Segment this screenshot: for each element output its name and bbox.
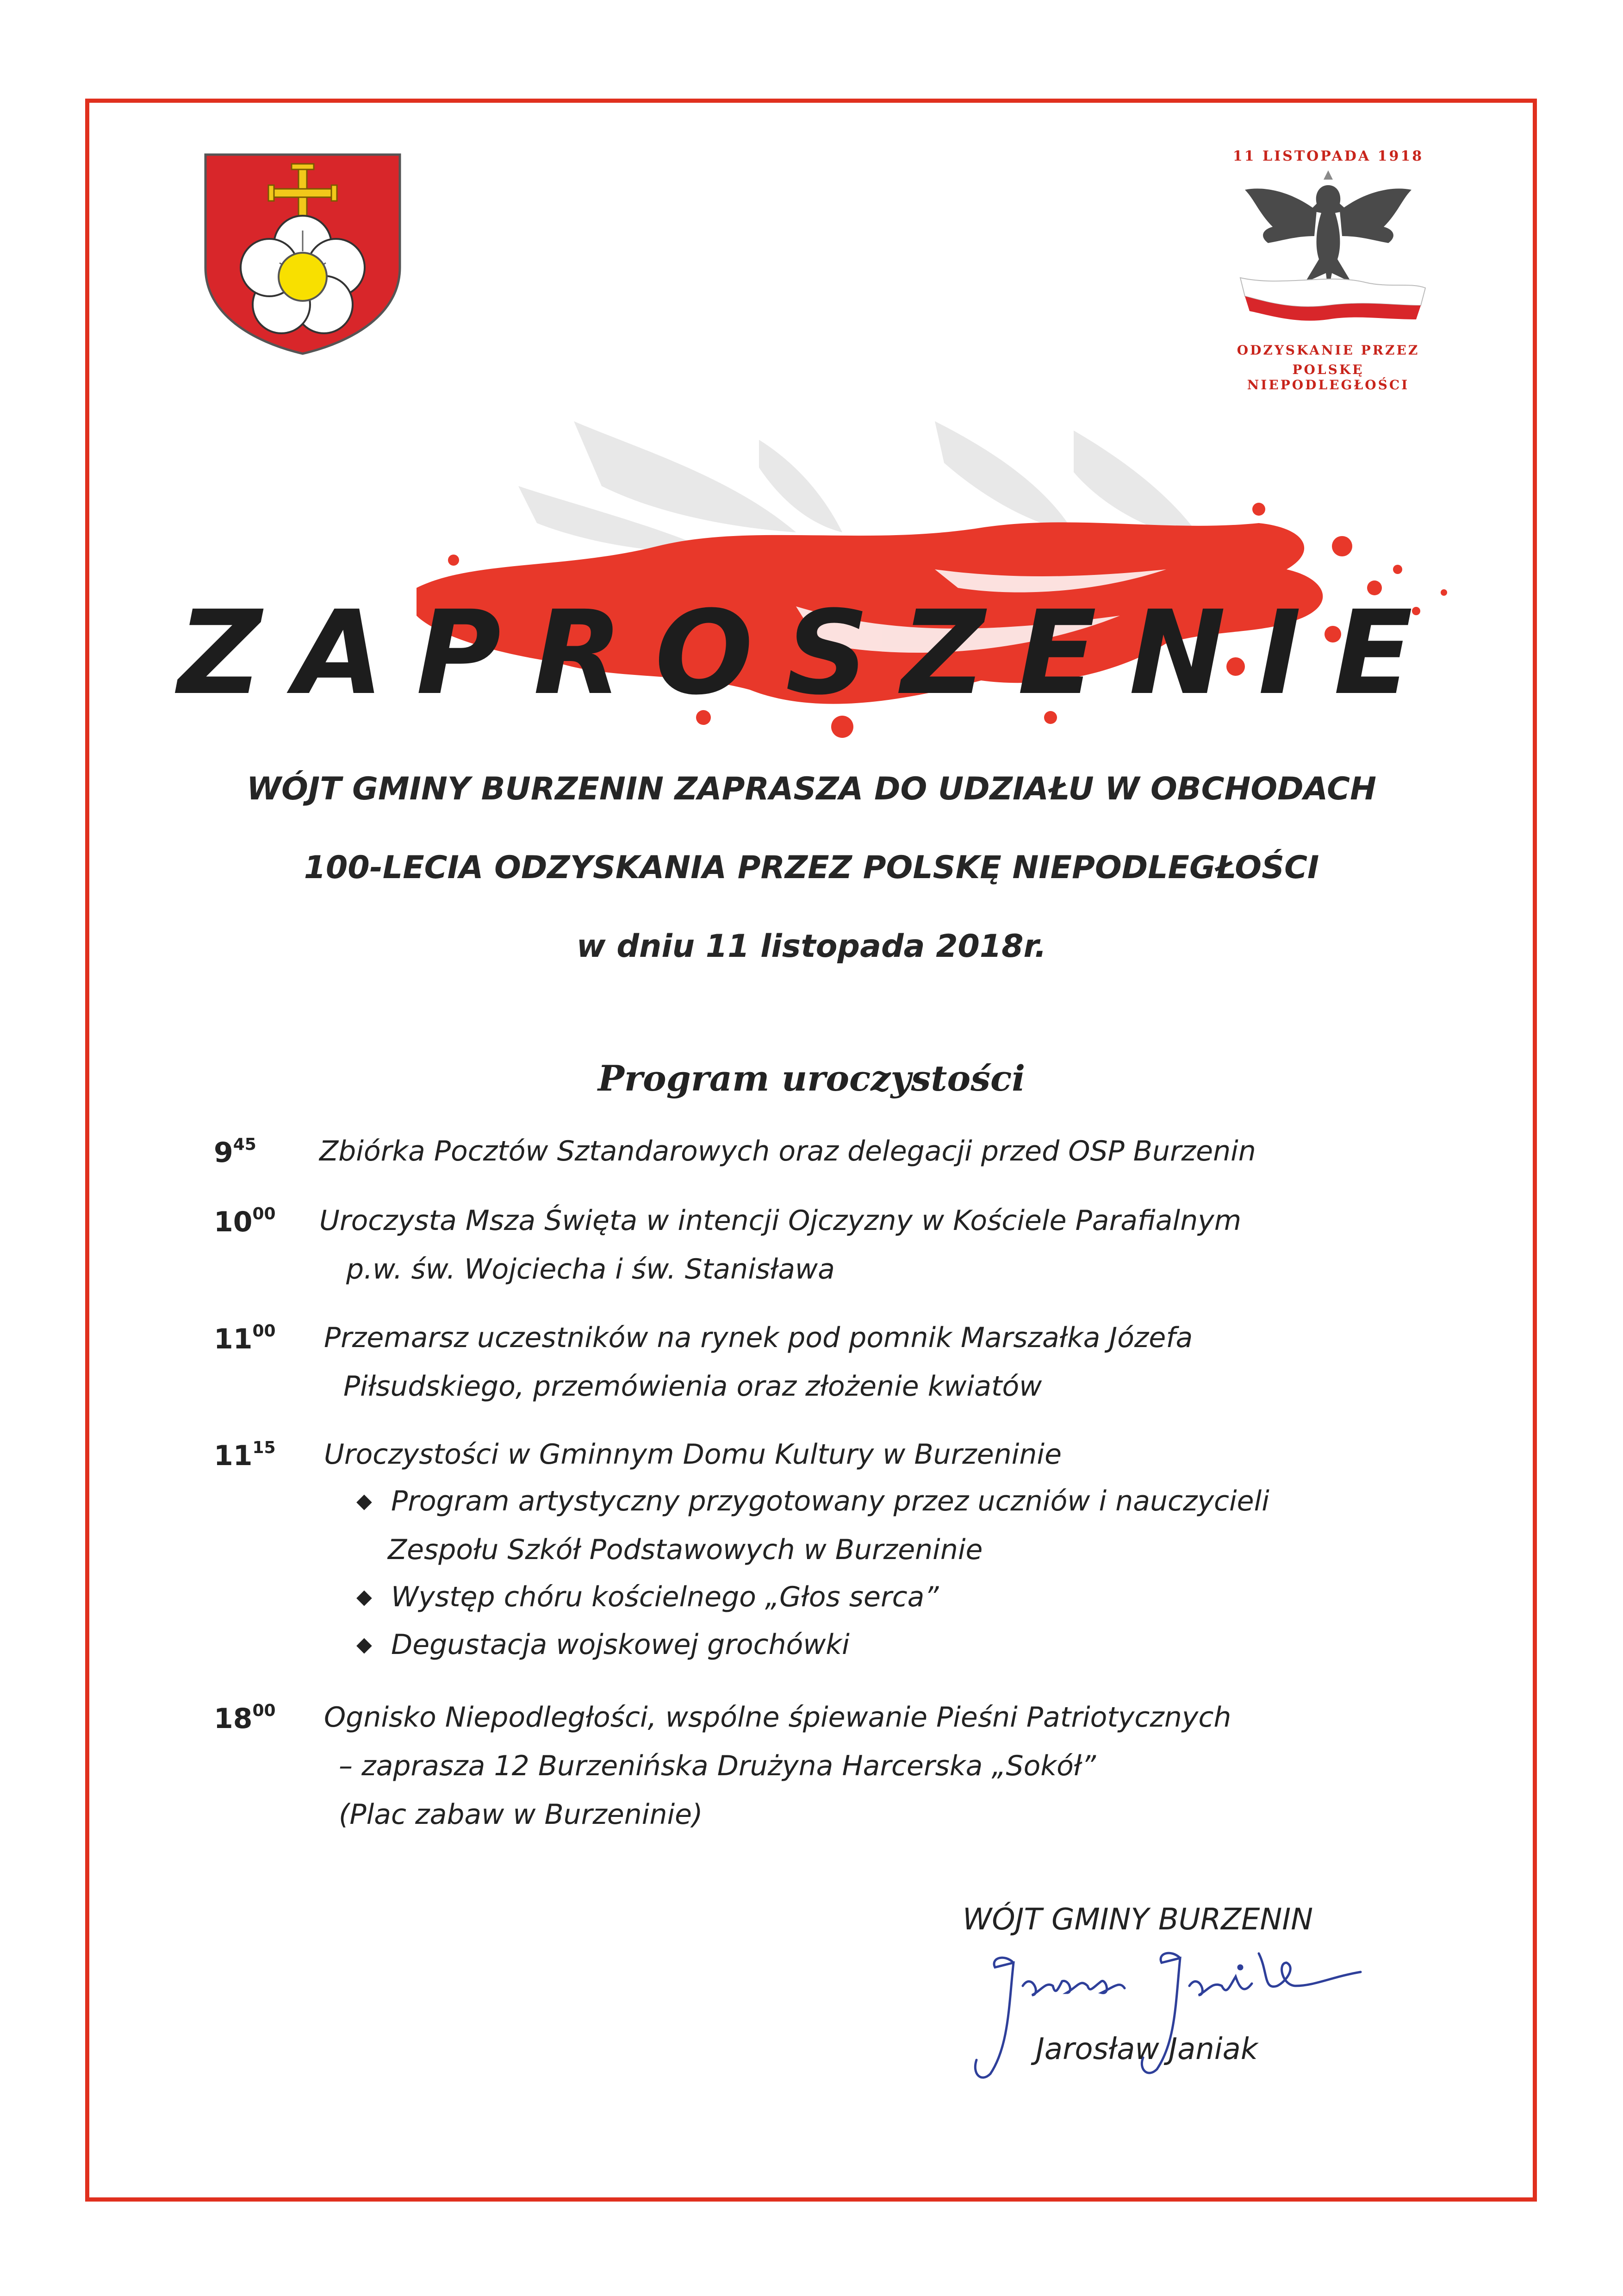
emblem-bottom-text-1: ODZYSKANIE PRZEZ [1237,343,1420,358]
program-item-text: (Plac zabaw w Burzeninie) [339,1798,703,1831]
program-time: $9^{45}$ [214,1135,256,1169]
program-item-text: p.w. św. Wojciecha i św. Stanisława [346,1253,835,1285]
independence-emblem [1213,148,1444,393]
lead-line-1: WÓJT GMINY BURZENIN ZAPRASZA DO UDZIAŁU W OBCHODACH [247,771,1376,807]
program-bullet-text: Program artystyczny przygotowany przez uczniów i nauczycieli [391,1485,1269,1517]
program-time: $10^{00}$ [214,1204,276,1238]
program-bullet-text: Zespołu Szkół Podstawowych w Burzeninie [388,1534,983,1566]
program-bullet-text: Degustacja wojskowej grochówki [391,1628,850,1661]
invitation-title: ZAPROSZENIE [178,586,1445,720]
coat-of-arms-icon [201,152,404,356]
program-item-text: – zaprasza 12 Burzenińska Drużyna Harcerska „Sokół” [339,1750,1096,1782]
program-bullet-text: Występ chóru kościelnego „Głos serca” [391,1581,939,1613]
lead-date: w dniu 11 listopada 2018r. [576,928,1047,965]
program-time: $11^{00}$ [214,1322,276,1355]
lead-line-2: 100-LECIA ODZYSKANIA PRZEZ POLSKĘ NIEPODLEGŁOŚCI [304,849,1319,886]
signature-name: Jarosław Janiak [1036,2032,1258,2066]
program-item-text: Uroczysta Msza Święta w intencji Ojczyzny w Kościele Parafialnym [319,1204,1242,1237]
program-item-text: Przemarsz uczestników na rynek pod pomnik Marszałka Józefa [324,1322,1193,1354]
program-time: $11^{15}$ [214,1438,276,1472]
program-item-text: Zbiórka Pocztów Sztandarowych oraz delegacji przed OSP Burzenin [319,1135,1256,1167]
signature-title: WÓJT GMINY BURZENIN [963,1903,1313,1937]
emblem-bottom-text-2: POLSKĘ NIEPODLEGŁOŚCI [1247,362,1410,393]
program-item-text: Uroczystości w Gminnym Domu Kultury w Burzeninie [324,1438,1062,1471]
diamond-bullet-icon: ◆ [356,1489,372,1513]
diamond-bullet-icon: ◆ [356,1633,372,1656]
program-time: $18^{00}$ [214,1701,276,1735]
program-item-text: Piłsudskiego, przemówienia oraz złożenie kwiatów [343,1370,1042,1403]
program-item-text: Ognisko Niepodległości, wspólne śpiewanie Pieśni Patriotycznych [324,1701,1231,1734]
diamond-bullet-icon: ◆ [356,1585,372,1609]
program-title: Program uroczystości [597,1058,1026,1099]
eagle-icon [1226,167,1430,333]
emblem-top-text: 11 LISTOPADA 1918 [1232,148,1424,164]
